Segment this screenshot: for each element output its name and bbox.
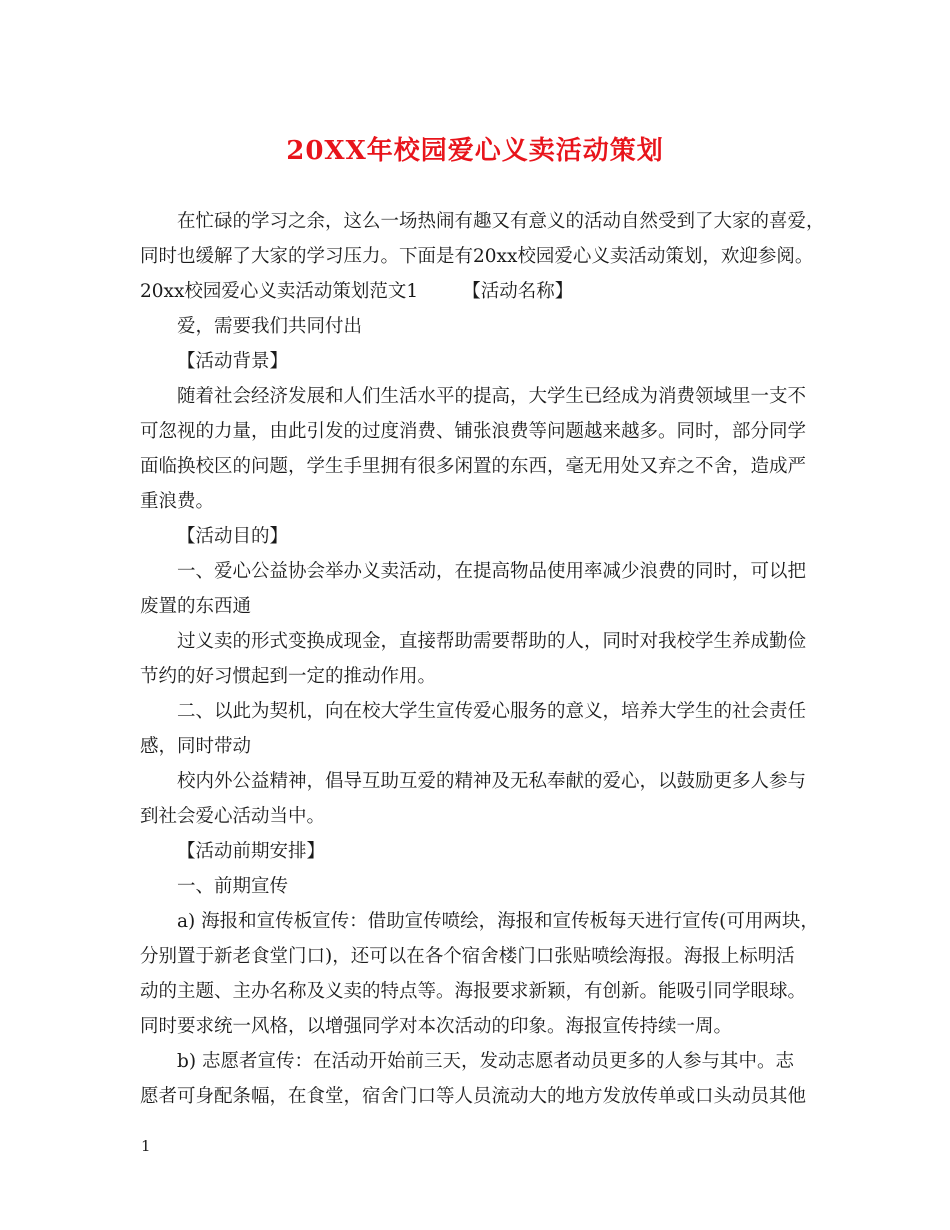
paragraph-line: 面临换校区的问题，学生手里拥有很多闲置的东西，毫无用处又弃之不舍，造成严: [140, 456, 807, 477]
paragraph-line: 可忽视的力量，由此引发的过度消费、铺张浪费等问题越来越多。同时，部分同学: [140, 421, 807, 442]
section-heading-name: 【活动名称】: [462, 281, 574, 302]
paragraph-line: 在忙碌的学习之余，这么一场热闹有趣又有意义的活动自然受到了大家的喜爱，: [177, 211, 825, 232]
paragraph-line: 二、以此为契机，向在校大学生宣传爱心服务的意义，培养大学生的社会责任: [177, 701, 807, 722]
paragraph-line: 随着社会经济发展和人们生活水平的提高，大学生已经成为消费领域里一支不: [177, 386, 807, 407]
section-heading-background: 【活动背景】: [177, 351, 289, 372]
paragraph-line: 重浪费。: [140, 491, 215, 512]
sample-heading: 20xx校园爱心义卖活动策划范文1: [140, 281, 419, 302]
paragraph-line: 同时也缓解了大家的学习压力。下面是有20xx校园爱心义卖活动策划，欢迎参阅。: [140, 246, 814, 267]
paragraph-line: a) 海报和宣传板宣传：借助宣传喷绘，海报和宣传板每天进行宣传(可用两块，: [177, 911, 819, 932]
paragraph-line: b) 志愿者宣传：在活动开始前三天，发动志愿者动员更多的人参与其中。志: [177, 1051, 794, 1072]
paragraph-line: 校内外公益精神，倡导互助互爱的精神及无私奉献的爱心，以鼓励更多人参与: [177, 771, 807, 792]
paragraph-line: 一、前期宣传: [177, 876, 289, 897]
paragraph-line: 过义卖的形式变换成现金，直接帮助需要帮助的人，同时对我校学生养成勤俭: [177, 631, 807, 652]
document-body: [140, 204, 830, 1114]
paragraph-line: 同时要求统一风格，以增强同学对本次活动的印象。海报宣传持续一周。: [140, 1016, 733, 1037]
page-number: 1: [141, 1137, 151, 1155]
section-heading-arrangement: 【活动前期安排】: [177, 841, 326, 862]
paragraph-line: 愿者可身配条幅，在食堂，宿舍门口等人员流动大的地方发放传单或口头动员其他: [140, 1086, 807, 1107]
paragraph-line: 废置的东西通: [140, 596, 252, 617]
paragraph-line: 到社会爱心活动当中。: [140, 806, 326, 827]
paragraph-line: [140, 274, 830, 309]
paragraph-line: 爱，需要我们共同付出: [177, 316, 363, 337]
paragraph-line: 一、爱心公益协会举办义卖活动，在提高物品使用率减少浪费的同时，可以把: [177, 561, 807, 582]
paragraph-line: 感，同时带动: [140, 736, 252, 757]
section-heading-purpose: 【活动目的】: [177, 526, 289, 547]
paragraph-line: 节约的好习惯起到一定的推动作用。: [140, 666, 437, 687]
paragraph-line: 分别置于新老食堂门口)，还可以在各个宿舍楼门口张贴喷绘海报。海报上标明活: [140, 946, 795, 967]
paragraph-line: 动的主题、主办名称及义卖的特点等。海报要求新颖，有创新。能吸引同学眼球。: [140, 981, 807, 1002]
document-title: 20XX年校园爱心义卖活动策划: [286, 136, 664, 166]
